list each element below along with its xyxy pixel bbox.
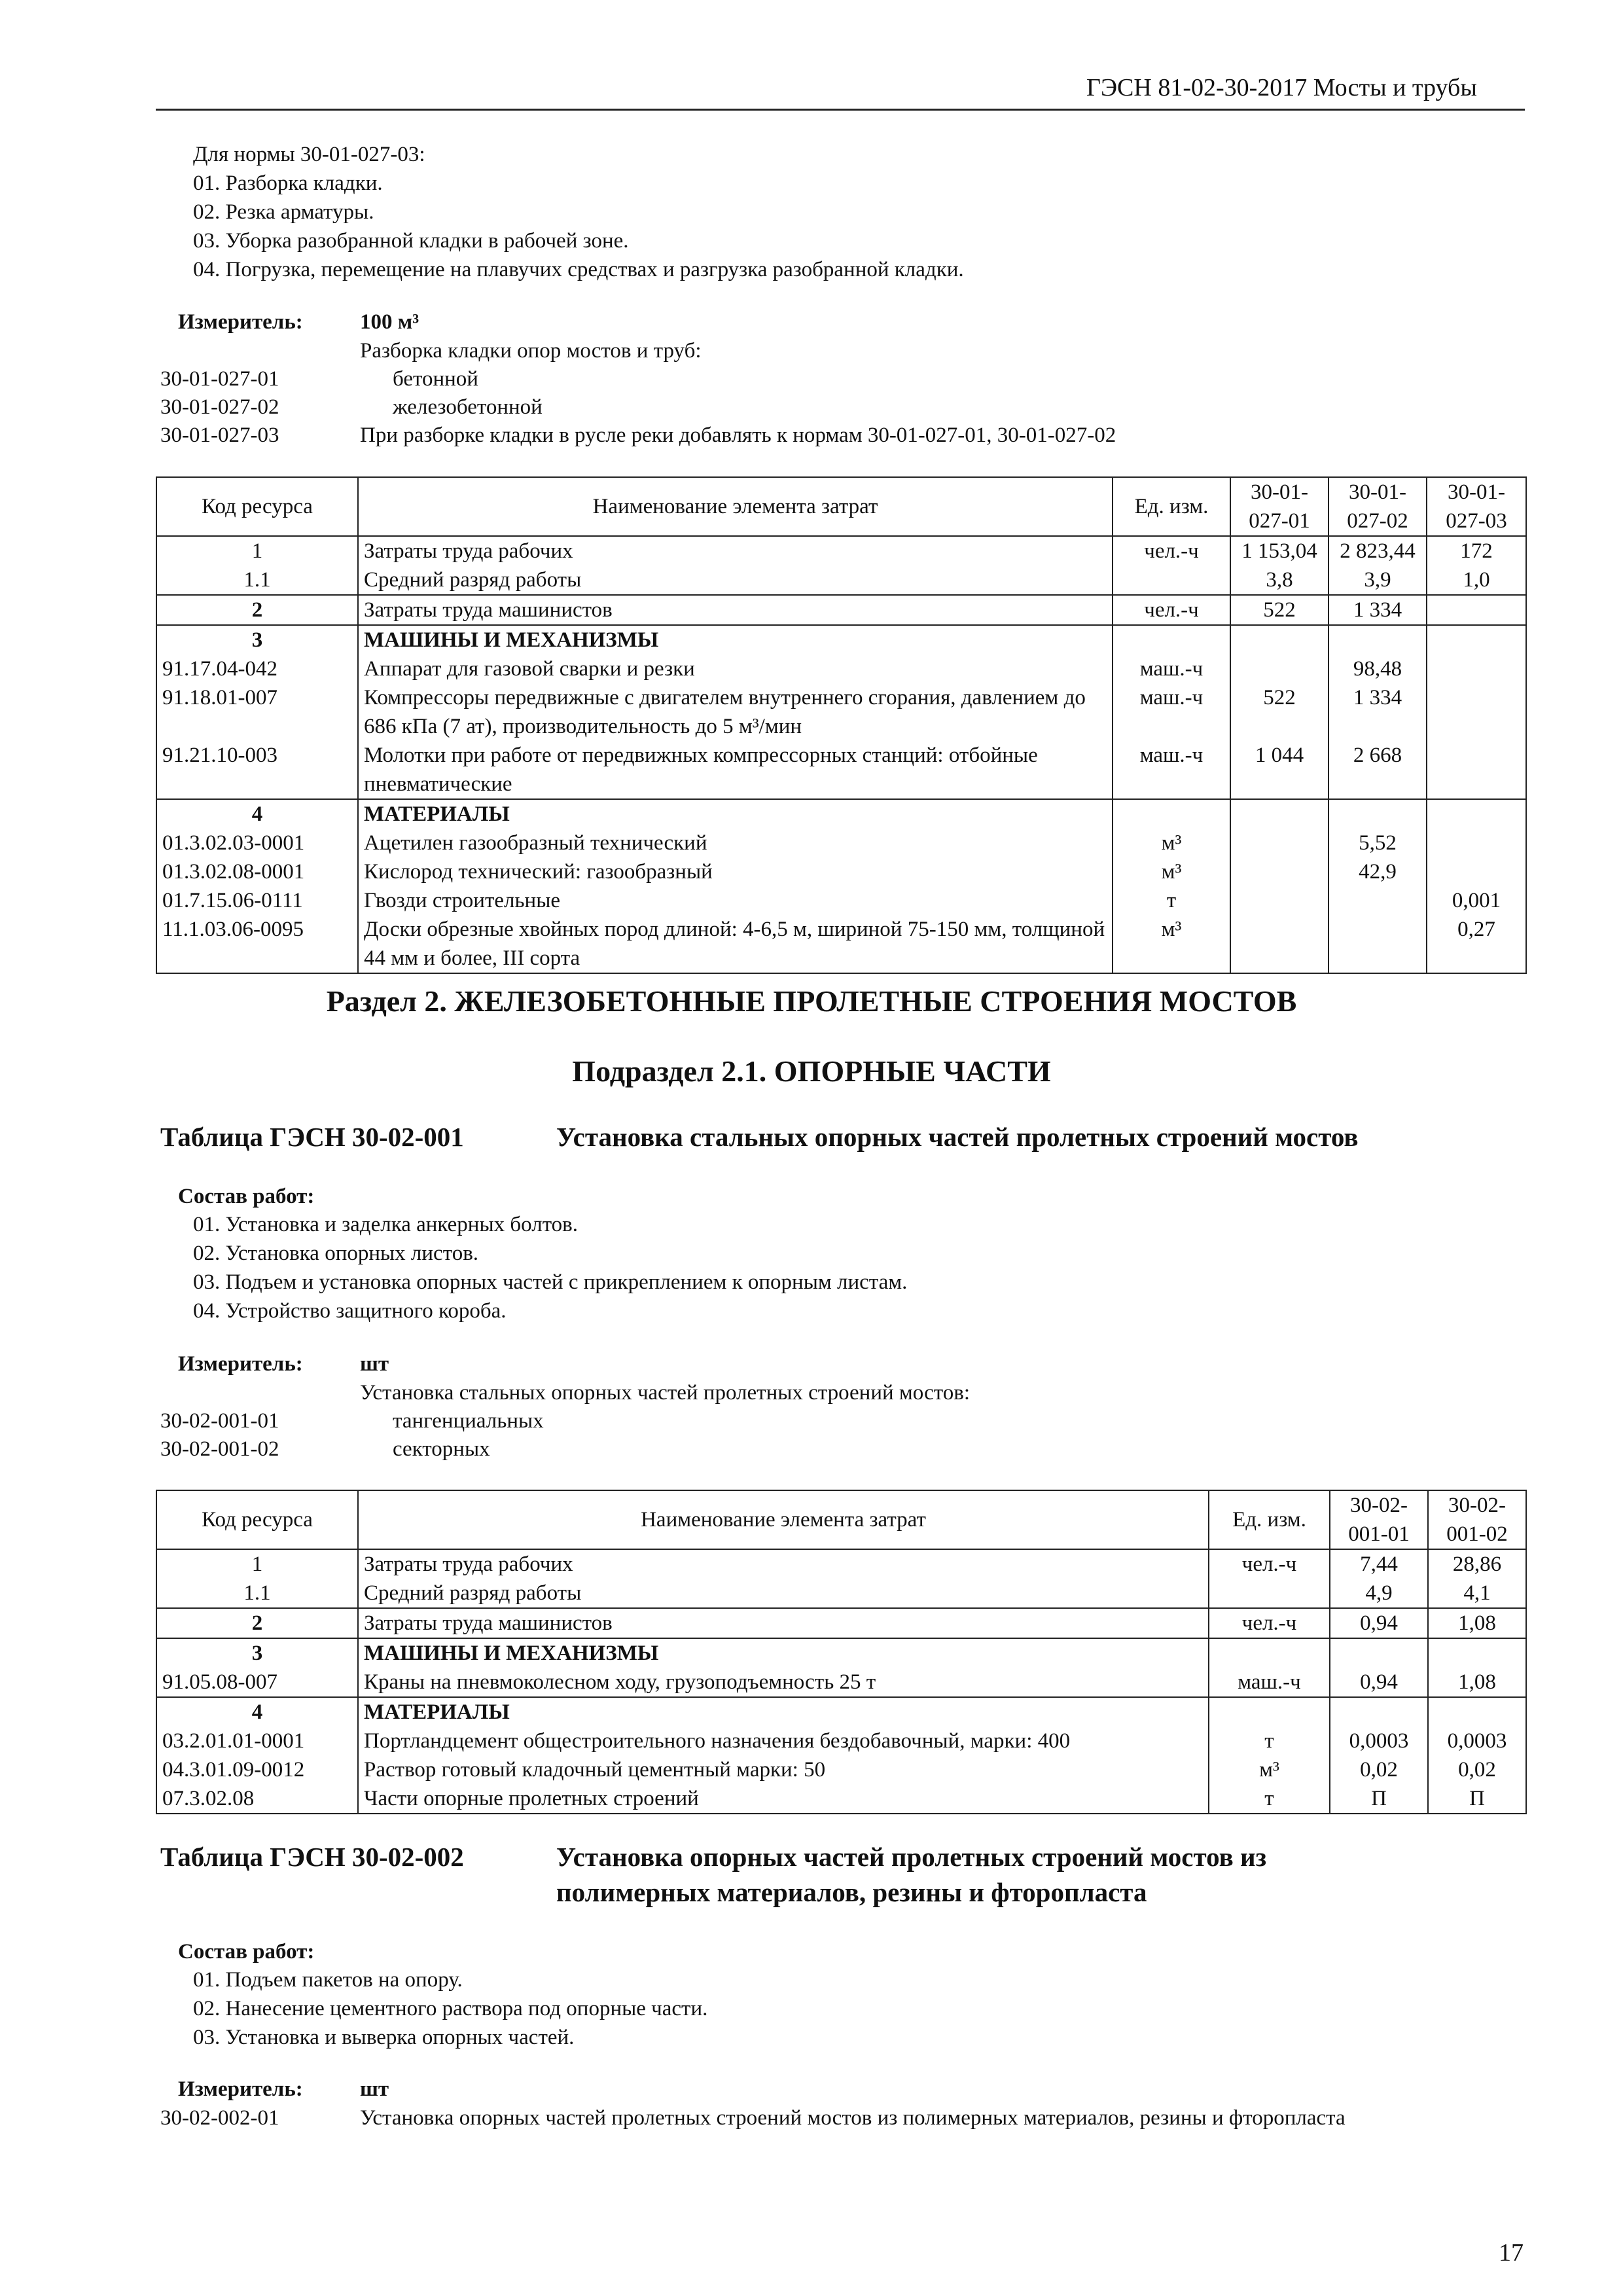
table-row: 07.3.02.08 Части опорные пролетных строений т П П [156,1784,1526,1814]
section-title: Раздел 2. ЖЕЛЕЗОБЕТОННЫЕ ПРОЛЕТНЫЕ СТРОЕНИЯ МОСТОВ [326,984,1297,1018]
col-header-norm: 30-01-027-03 [1427,477,1526,536]
table-row: 01.3.02.03-0001 Ацетилен газообразный технический м³ 5,52 [156,829,1526,857]
col-header-code: Код ресурса [156,1490,358,1549]
work-steps-1 [193,140,964,284]
norm-code: 30-02-001-02 [160,1437,279,1461]
norm-text: тангенциальных [393,1409,544,1433]
norm-text: Установка опорных частей пролетных строений мостов из полимерных материалов, резины и фторопласта [360,2106,1346,2130]
table-row: 91.21.10-003 Молотки при работе от передвижных компрессорных станций: отбойные пневматические маш.-ч 1 044 2 668 [156,741,1526,799]
work-step: 04. Погрузка, перемещение на плавучих средствах и разгрузка разобранной кладки. [193,258,964,281]
col-header-norm: 30-01-027-02 [1329,477,1427,536]
norm-code: 30-01-027-03 [160,423,279,447]
table-row: 91.17.04-042 Аппарат для газовой сварки и резки маш.-ч 98,48 [156,655,1526,683]
meter-label: Измеритель: [178,310,303,334]
norm-code: 30-01-027-01 [160,367,279,391]
group-text: Установка стальных опорных частей пролетных строений мостов: [360,1381,970,1405]
page-number: 17 [1499,2239,1524,2267]
meter-value: шт [360,1352,389,1376]
work-steps-2 [193,1210,907,1325]
table-row: 4 МАТЕРИАЛЫ [156,799,1526,829]
subsection-title: Подраздел 2.1. ОПОРНЫЕ ЧАСТИ [572,1054,1051,1088]
col-header-code: Код ресурса [156,477,358,536]
col-header-norm: 30-01-027-01 [1230,477,1329,536]
work-step: 02. Установка опорных листов. [193,1242,479,1265]
col-header-name: Наименование элемента затрат [358,477,1113,536]
table-row: 1.1 Средний разряд работы 3,8 3,9 1,0 [156,565,1526,595]
meter-label: Измеритель: [178,1352,303,1376]
col-header-unit: Ед. изм. [1113,477,1230,536]
work-step: 01. Установка и заделка анкерных болтов. [193,1213,579,1236]
table-row: 3 МАШИНЫ И МЕХАНИЗМЫ [156,625,1526,655]
table-row: 1 Затраты труда рабочих чел.-ч 1 153,04 2 823,44 172 [156,536,1526,565]
table-row: 11.1.03.06-0095 Доски обрезные хвойных пород длиной: 4-6,5 м, шириной 75-150 мм, толщиной 44 мм и более, III сорта м³ 0,27 [156,915,1526,973]
table-row: 1 Затраты труда рабочих чел.-ч 7,44 28,86 [156,1549,1526,1579]
col-header-norm: 30-02-001-01 [1330,1490,1428,1549]
table-row: 91.05.08-007 Краны на пневмоколесном ходу, грузоподъемность 25 т маш.-ч 0,94 1,08 [156,1668,1526,1697]
meter-value: 100 м³ [360,310,419,334]
group-text: Разборка кладки опор мостов и труб: [360,339,702,363]
table-row: 1.1 Средний разряд работы 4,9 4,1 [156,1579,1526,1608]
work-step: 03. Уборка разобранной кладки в рабочей зоне. [193,229,629,253]
work-steps-3 [193,1965,707,2052]
table-row: 2 Затраты труда машинистов чел.-ч 0,94 1,08 [156,1608,1526,1638]
meter-label: Измеритель: [178,2077,303,2101]
header-rule [156,109,1525,111]
work-composition-label: Состав работ: [178,1185,315,1208]
table-name-title: полимерных материалов, резины и фторопласта [556,1877,1147,1907]
table-row: 3 МАШИНЫ И МЕХАНИЗМЫ [156,1638,1526,1668]
table-row: 4 МАТЕРИАЛЫ [156,1697,1526,1727]
work-step: 03. Подъем и установка опорных частей с прикреплением к опорным листам. [193,1270,908,1294]
norm-intro: Для нормы 30-01-027-03: [193,143,425,166]
table-row: 2 Затраты труда машинистов чел.-ч 522 1 334 [156,595,1526,625]
norm-text: При разборке кладки в русле реки добавлять к нормам 30-01-027-01, 30-01-027-02 [360,423,1116,447]
col-header-unit: Ед. изм. [1209,1490,1330,1549]
work-step: 03. Установка и выверка опорных частей. [193,2026,575,2049]
table-row: 91.18.01-007 Компрессоры передвижные с двигателем внутреннего сгорания, давлением до 686 кПа (7 ат), производительность до 5 м³/мин маш.-ч 522 1 334 [156,683,1526,741]
table-name-title: Установка опорных частей пролетных строений мостов из [556,1842,1267,1872]
table-name-title: Установка стальных опорных частей пролетных строений мостов [556,1122,1359,1152]
work-step: 01. Подъем пакетов на опору. [193,1968,463,1992]
norm-code: 30-02-001-01 [160,1409,279,1433]
norm-text: железобетонной [393,395,543,419]
meter-value: шт [360,2077,389,2101]
col-header-name: Наименование элемента затрат [358,1490,1209,1549]
resource-table-2 [156,1490,1527,1814]
table-row: 01.7.15.06-0111 Гвозди строительные т 0,001 [156,886,1526,915]
work-step: 01. Разборка кладки. [193,171,383,195]
table-code-title: Таблица ГЭСН 30-02-002 [160,1842,464,1872]
resource-table-1 [156,476,1527,974]
running-header: ГЭСН 81-02-30-2017 Мосты и трубы [1086,74,1477,101]
norm-text: секторных [393,1437,490,1461]
norm-code: 30-02-002-01 [160,2106,279,2130]
work-step: 04. Устройство защитного короба. [193,1299,507,1323]
work-composition-label: Состав работ: [178,1940,315,1964]
table-row: 04.3.01.09-0012 Раствор готовый кладочный цементный марки: 50 м³ 0,02 0,02 [156,1755,1526,1784]
table-row: 03.2.01.01-0001 Портландцемент общестроительного назначения бездобавочный, марки: 400 т 0,0003 0,0003 [156,1727,1526,1755]
table-code-title: Таблица ГЭСН 30-02-001 [160,1122,464,1152]
norm-code: 30-01-027-02 [160,395,279,419]
table-row: 01.3.02.08-0001 Кислород технический: газообразный м³ 42,9 [156,857,1526,886]
work-step: 02. Нанесение цементного раствора под опорные части. [193,1997,708,2020]
col-header-norm: 30-02-001-02 [1428,1490,1526,1549]
norm-text: бетонной [393,367,478,391]
work-step: 02. Резка арматуры. [193,200,374,224]
